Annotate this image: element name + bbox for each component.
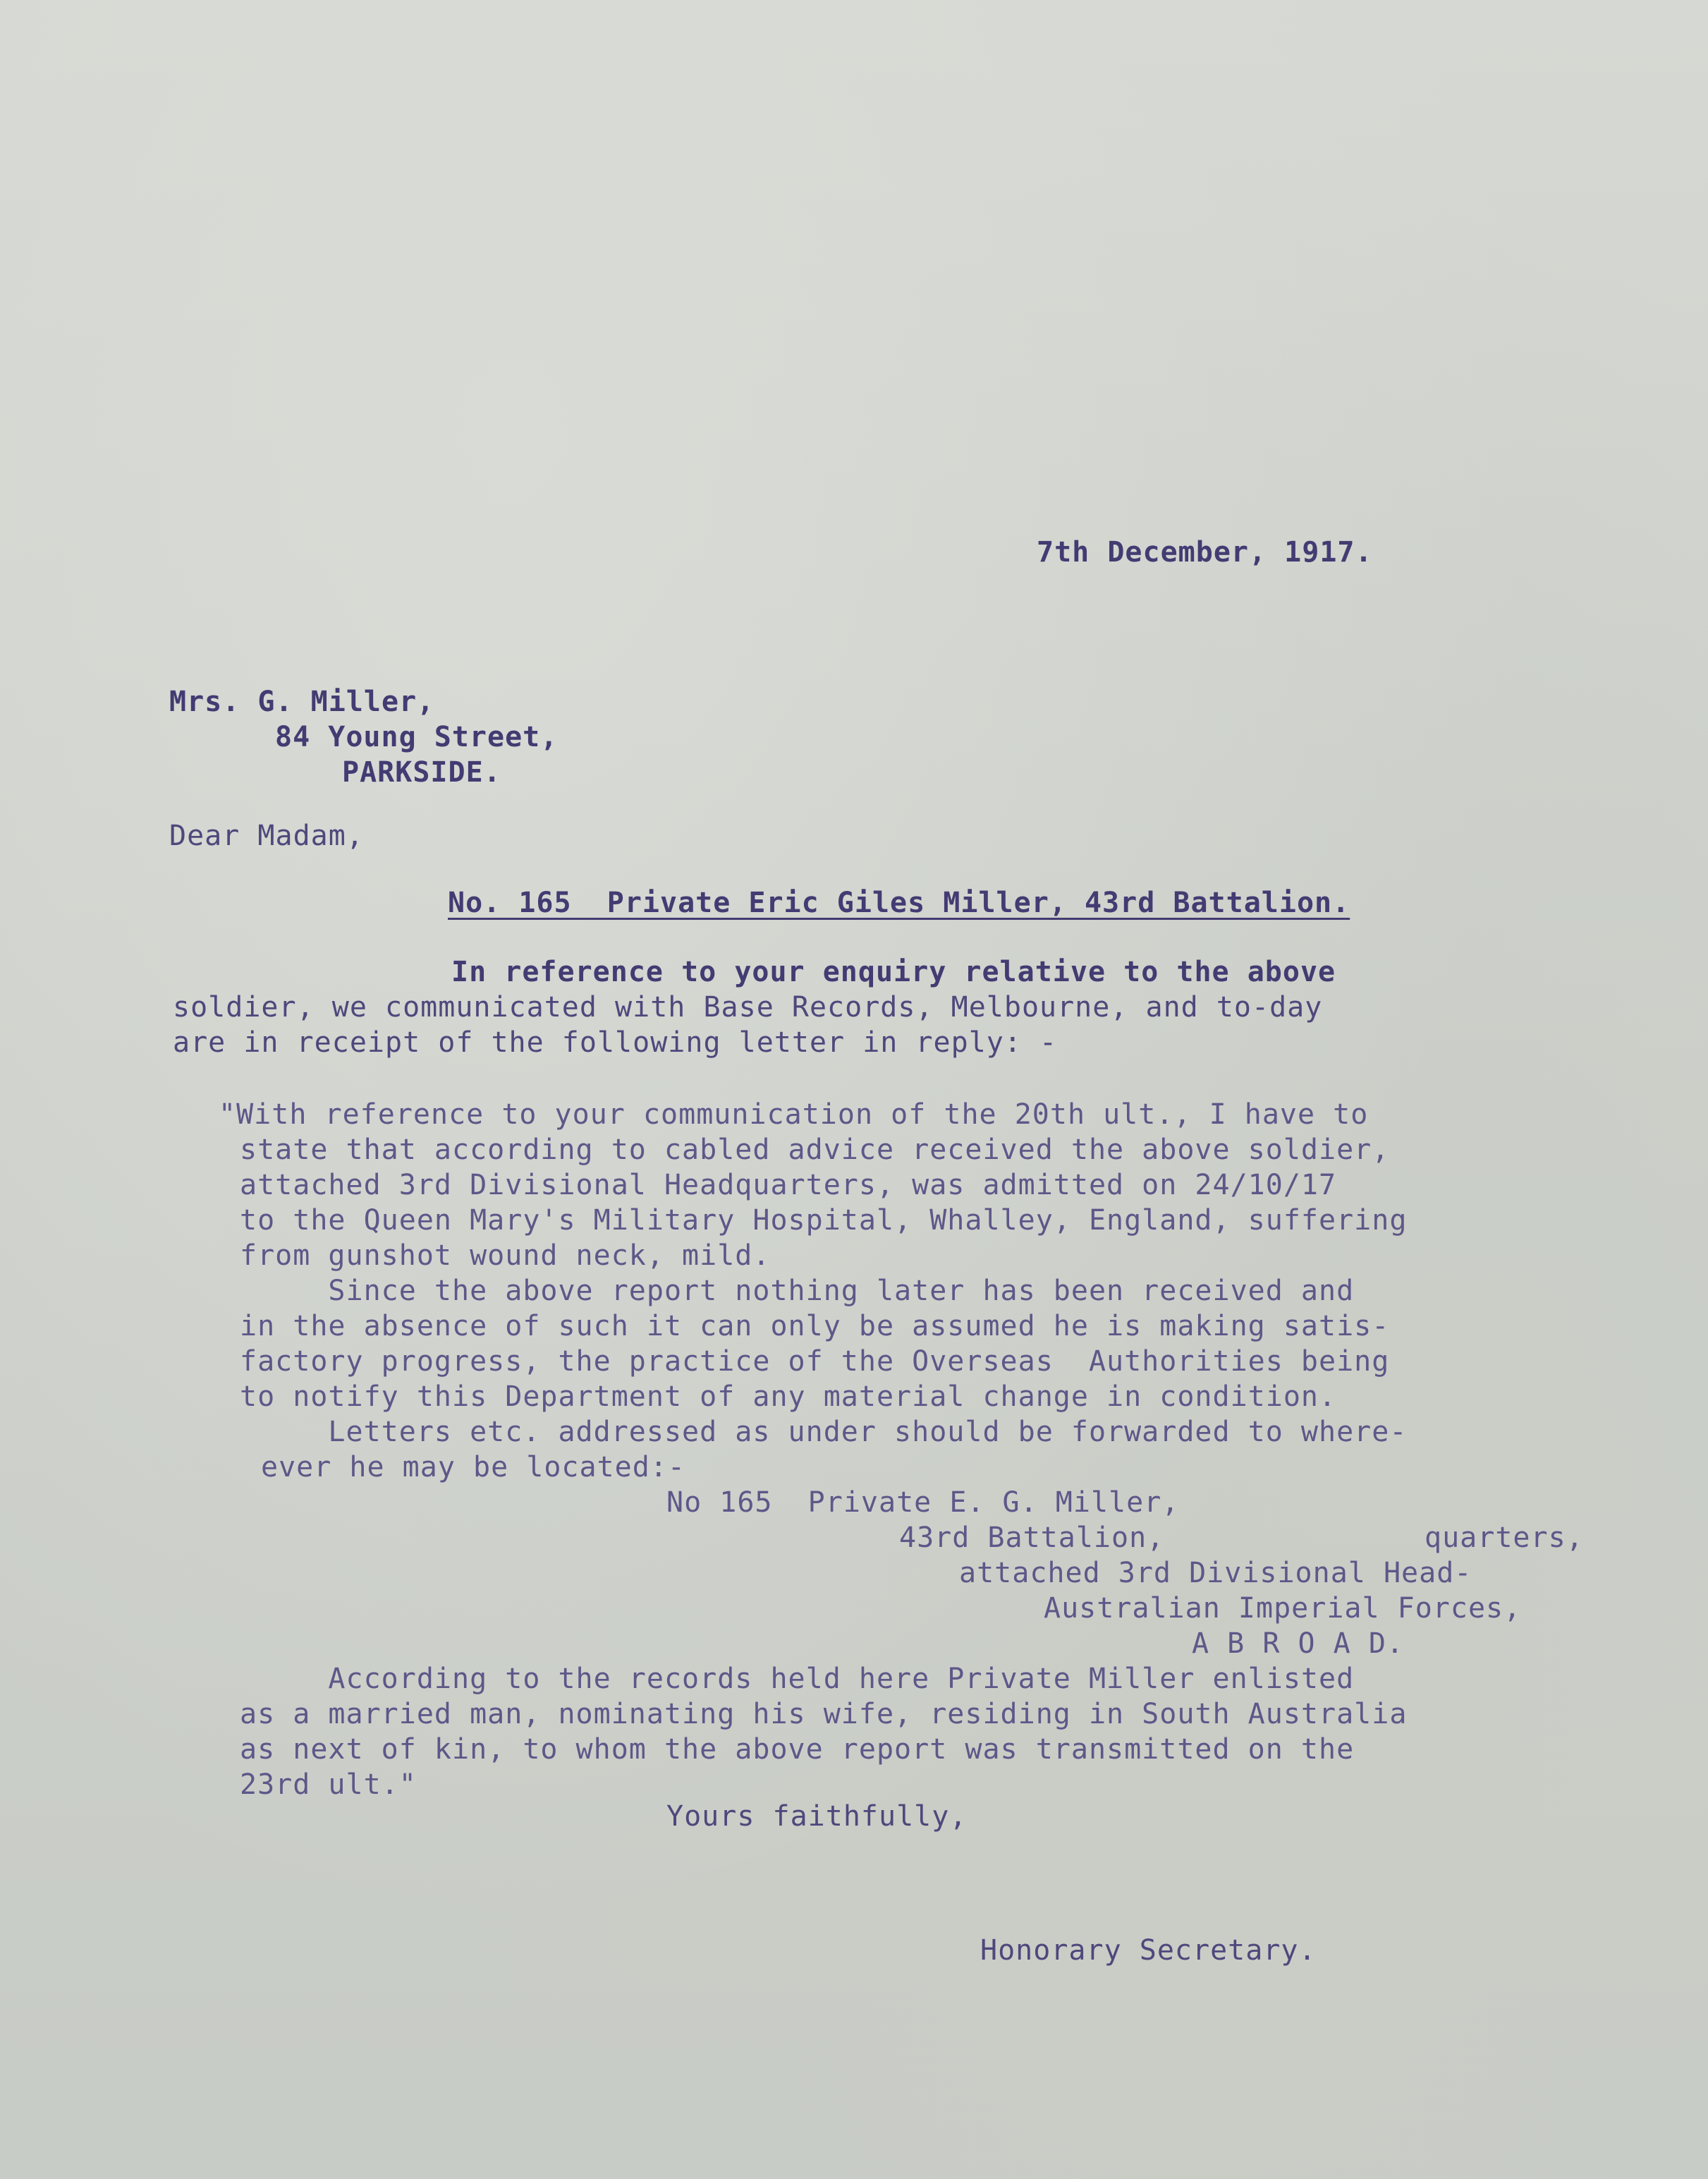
subject-line: No. 165 Private Eric Giles Miller, 43rd Battalion. — [448, 887, 1350, 919]
address-line-3: quarters, — [1425, 1522, 1584, 1554]
closing: Yours faithfully, — [666, 1800, 968, 1833]
quote-line-11: ever he may be located:- — [261, 1451, 685, 1483]
letter-date: 7th December, 1917. — [1037, 536, 1373, 569]
address-line-4: attached 3rd Divisional Head- — [959, 1557, 1472, 1589]
quote-line-3: attached 3rd Divisional Headquarters, was admitted on 24/10/17 — [240, 1169, 1337, 1201]
salutation: Dear Madam, — [169, 820, 364, 852]
address-line-5: Australian Imperial Forces, — [1044, 1592, 1522, 1625]
quote-end-line-4: 23rd ult." — [240, 1768, 417, 1801]
quote-line-6: Since the above report nothing later has been received and — [240, 1275, 1355, 1307]
quote-line-2: state that according to cabled advice received the above soldier, — [240, 1134, 1390, 1166]
address-line-2: 43rd Battalion, — [899, 1522, 1165, 1554]
quote-line-7: in the absence of such it can only be assumed he is making satis- — [240, 1310, 1390, 1342]
address-line-1: No 165 Private E. G. Miller, — [666, 1486, 1180, 1519]
recipient-name: Mrs. G. Miller, — [169, 686, 435, 718]
quote-end-line-2: as a married man, nominating his wife, residing in South Australia — [240, 1698, 1408, 1730]
intro-line-1: In reference to your enquiry relative to the above — [451, 956, 1336, 988]
quote-line-8: factory progress, the practice of the Overseas Authorities being — [240, 1345, 1390, 1378]
quote-line-5: from gunshot wound neck, mild. — [240, 1239, 771, 1272]
quote-line-9: to notify this Department of any material change in condition. — [240, 1380, 1337, 1413]
recipient-street: 84 Young Street, — [275, 721, 559, 753]
quote-line-1: "With reference to your communication of the 20th ult., I have to — [219, 1098, 1369, 1131]
recipient-suburb: PARKSIDE. — [342, 756, 501, 789]
signature-title: Honorary Secretary. — [980, 1934, 1317, 1967]
quote-line-10: Letters etc. addressed as under should be forwarded to where- — [240, 1416, 1408, 1448]
quote-line-4: to the Queen Mary's Military Hospital, Whalley, England, suffering — [240, 1204, 1408, 1237]
quote-end-line-1: According to the records held here Private Miller enlisted — [240, 1663, 1355, 1695]
quote-end-line-3: as next of kin, to whom the above report was transmitted on the — [240, 1733, 1355, 1766]
intro-line-3: are in receipt of the following letter in reply: - — [173, 1026, 1058, 1059]
intro-line-2: soldier, we communicated with Base Records, Melbourne, and to-day — [173, 991, 1323, 1024]
address-line-6: A B R O A D. — [1192, 1627, 1404, 1660]
